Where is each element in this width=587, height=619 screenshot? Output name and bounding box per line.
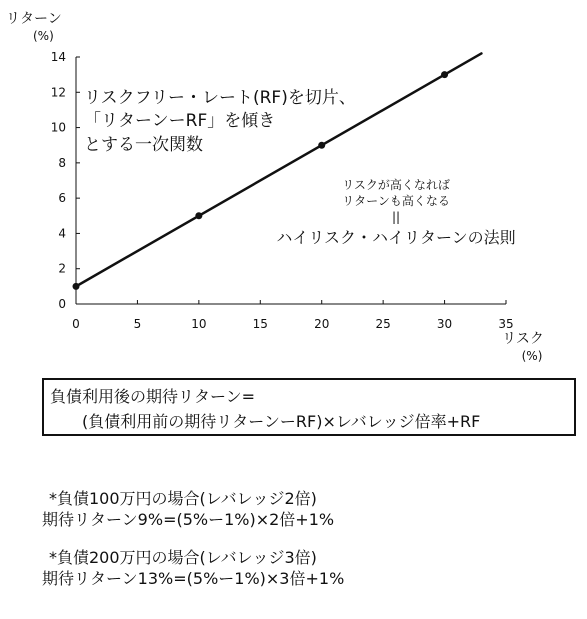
x-tick-label: 5 — [133, 317, 142, 331]
example-formula: 期待リターン13%=(5%ー1%)×3倍+1% — [42, 569, 345, 588]
x-tick-label: 20 — [314, 317, 330, 331]
formula-box — [42, 378, 576, 436]
x-tick-labels — [72, 300, 513, 331]
data-point — [318, 142, 325, 149]
data-point — [441, 71, 448, 78]
x-tick-label: 35 — [498, 317, 514, 331]
example-heading: *負債200万円の場合(レバレッジ3倍) — [49, 548, 317, 567]
y-tick-label: 4 — [58, 226, 66, 241]
formula-line-2: (負債利用前の期待リターンーRF)×レバレッジ倍率+RF — [82, 412, 481, 431]
x-tick-label: 25 — [375, 317, 391, 331]
example-formula: 期待リターン9%=(5%ー1%)×2倍+1% — [42, 510, 335, 529]
data-point — [73, 283, 80, 290]
y-tick-label: 6 — [58, 191, 66, 206]
y-tick-label: 14 — [50, 50, 66, 64]
y-tick-label: 10 — [50, 120, 66, 135]
x-tick-label: 30 — [436, 317, 453, 331]
x-axis-title: リスク — [502, 331, 544, 347]
y-axis-title: リターン — [6, 11, 62, 27]
y-tick-label: 12 — [50, 85, 66, 100]
annotation-law-line2: リターンも高くなる — [342, 194, 450, 208]
x-tick-label: 10 — [191, 317, 207, 331]
annotation-law-line1: リスクが高くなれば — [342, 178, 450, 192]
annotation-main-line2: 「リターンーRF」を傾き — [84, 111, 276, 131]
annotation-law-title: ハイリスク・ハイリターンの法則 — [276, 228, 516, 247]
x-tick-label: 15 — [252, 317, 268, 331]
data-point — [195, 212, 202, 219]
x-axis-unit: (%) — [521, 349, 543, 363]
examples-section — [42, 488, 344, 606]
y-axis-unit: (%) — [33, 29, 54, 43]
annotation-main-line1: リスクフリー・レート(RF)を切片、 — [84, 88, 356, 108]
annotation-law-equals: || — [391, 210, 401, 224]
formula-line-1: 負債利用後の期待リターン= — [50, 387, 256, 406]
y-tick-label: 2 — [58, 261, 66, 276]
example-block — [42, 488, 344, 530]
y-tick-label: 8 — [58, 155, 66, 170]
example-heading: *負債100万円の場合(レバレッジ2倍) — [49, 489, 317, 508]
y-tick-label: 0 — [58, 297, 66, 311]
annotation-main-line3: とする一次関数 — [84, 135, 203, 155]
example-block — [42, 547, 344, 589]
x-tick-label: 0 — [72, 317, 80, 331]
